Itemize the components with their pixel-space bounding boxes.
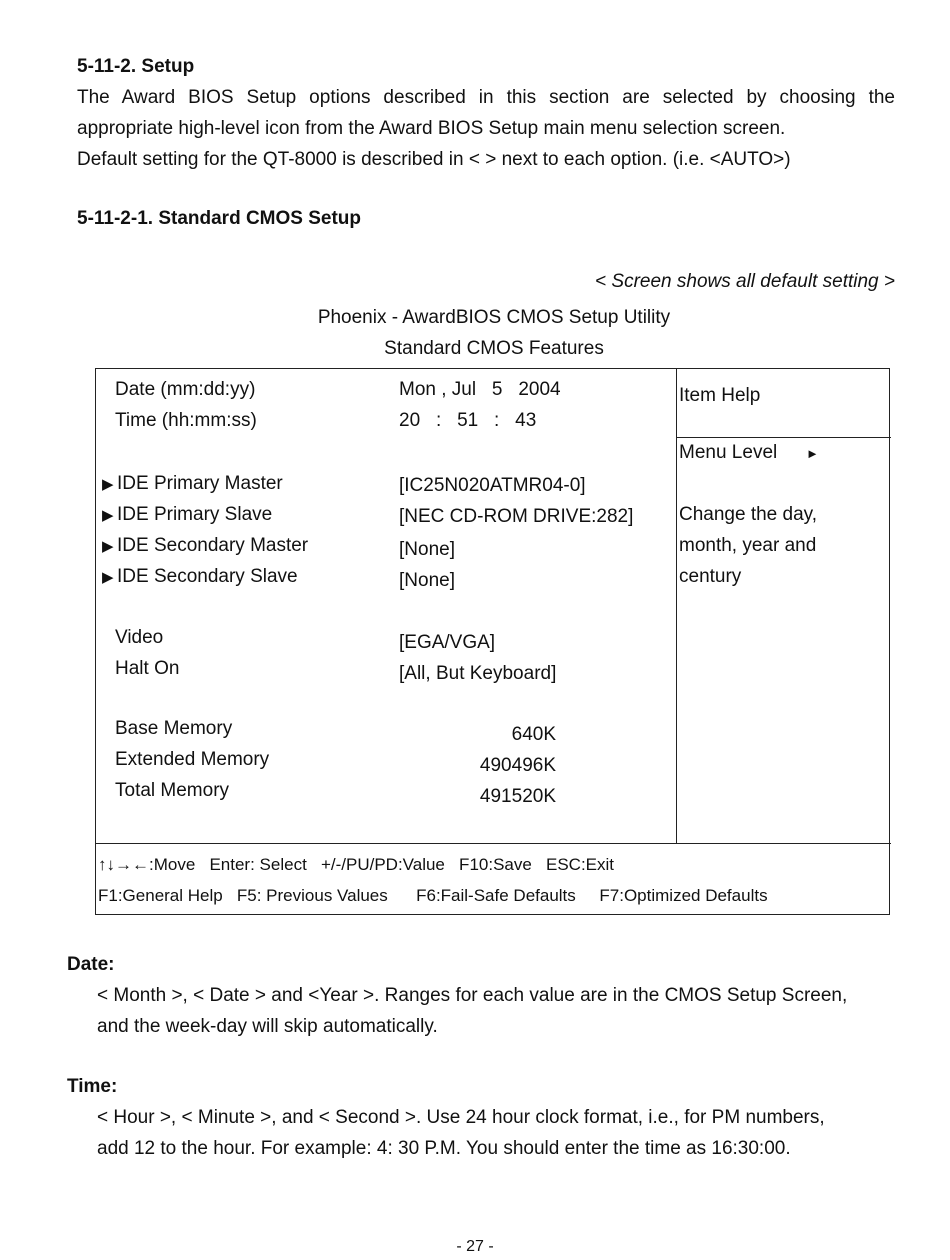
item-help-title: Item Help [679, 385, 761, 406]
intro-line-1: The Award BIOS Setup options described in this section are selected by choosing the [77, 87, 895, 108]
intro-line-3: Default setting for the QT-8000 is described in < > next to each option. (i.e. <AUTO>) [77, 149, 791, 170]
submenu-arrow-icon: ▶ [102, 507, 114, 524]
section-heading: 5-11-2. Setup [77, 56, 195, 77]
page-number: - 27 - [456, 1238, 494, 1255]
bios-title: Phoenix - AwardBIOS CMOS Setup Utility [317, 307, 671, 328]
bios-item-extended-memory-label: Extended Memory [115, 749, 270, 770]
menu-level-label: Menu Level [679, 442, 778, 463]
time-desc-line-1: < Hour >, < Minute >, and < Second >. Use 24 hour clock format, i.e., for PM numbers, [97, 1107, 825, 1128]
bios-item-ide-primary-master-value[interactable]: [IC25N020ATMR04-0] [399, 475, 586, 496]
bios-item-ide-primary-slave-label[interactable]: IDE Primary Slave [117, 504, 273, 525]
bios-screen [95, 368, 890, 915]
bios-item-video-value[interactable]: [EGA/VGA] [399, 632, 496, 653]
bios-item-ide-primary-master-label[interactable]: IDE Primary Master [117, 473, 283, 494]
divider [676, 437, 891, 438]
bios-item-date-value[interactable]: Mon , Jul 5 2004 [399, 379, 561, 400]
menu-level-arrow-icon: ► [806, 446, 819, 461]
submenu-arrow-icon: ▶ [102, 569, 114, 586]
bios-item-ide-secondary-master-value[interactable]: [None] [399, 539, 455, 560]
bios-item-base-memory-value: 640K [511, 724, 556, 745]
screen-note: < Screen shows all default setting > [595, 271, 895, 292]
subsection-heading: 5-11-2-1. Standard CMOS Setup [77, 208, 362, 229]
date-desc-line-1: < Month >, < Date > and <Year >. Ranges for each value are in the CMOS Setup Screen, [97, 985, 848, 1006]
bios-item-total-memory-label: Total Memory [115, 780, 230, 801]
bios-item-ide-primary-slave-value[interactable]: [NEC CD-ROM DRIVE:282] [399, 506, 634, 527]
bios-item-time-label[interactable]: Time (hh:mm:ss) [115, 410, 257, 431]
bios-item-base-memory-label: Base Memory [115, 718, 233, 739]
bios-item-halt-on-label[interactable]: Halt On [115, 658, 180, 679]
bios-item-ide-secondary-slave-value[interactable]: [None] [399, 570, 455, 591]
time-desc-line-2: add 12 to the hour. For example: 4: 30 P.M. You should enter the time as 16:30:00. [97, 1138, 791, 1159]
bios-item-halt-on-value[interactable]: [All, But Keyboard] [399, 663, 557, 684]
bios-item-ide-secondary-master-label[interactable]: IDE Secondary Master [117, 535, 309, 556]
bios-footer-keys-1: ↑↓→←:Move Enter: Select +/-/PU/PD:Value F10:Save ESC:Exit [98, 855, 615, 874]
bios-footer-keys-2: F1:General Help F5: Previous Values F6:Fail-Safe Defaults F7:Optimized Defaults [98, 886, 768, 905]
bios-item-extended-memory-value: 490496K [479, 755, 556, 776]
date-heading: Date: [67, 954, 115, 975]
bios-item-ide-secondary-slave-label[interactable]: IDE Secondary Slave [117, 566, 298, 587]
divider [676, 369, 677, 843]
bios-item-video-label[interactable]: Video [115, 627, 164, 648]
bios-subtitle: Standard CMOS Features [384, 338, 604, 359]
date-desc-line-2: and the week-day will skip automatically. [97, 1016, 438, 1037]
bios-item-total-memory-value: 491520K [479, 786, 556, 807]
time-heading: Time: [67, 1076, 118, 1097]
intro-line-2: appropriate high-level icon from the Award BIOS Setup main menu selection screen. [77, 118, 786, 139]
submenu-arrow-icon: ▶ [102, 476, 114, 493]
divider [96, 843, 891, 844]
help-text: Change the day, month, year and century [679, 504, 818, 587]
submenu-arrow-icon: ▶ [102, 538, 114, 555]
bios-item-date-label[interactable]: Date (mm:dd:yy) [115, 379, 256, 400]
bios-item-time-value[interactable]: 20 : 51 : 43 [399, 410, 537, 431]
